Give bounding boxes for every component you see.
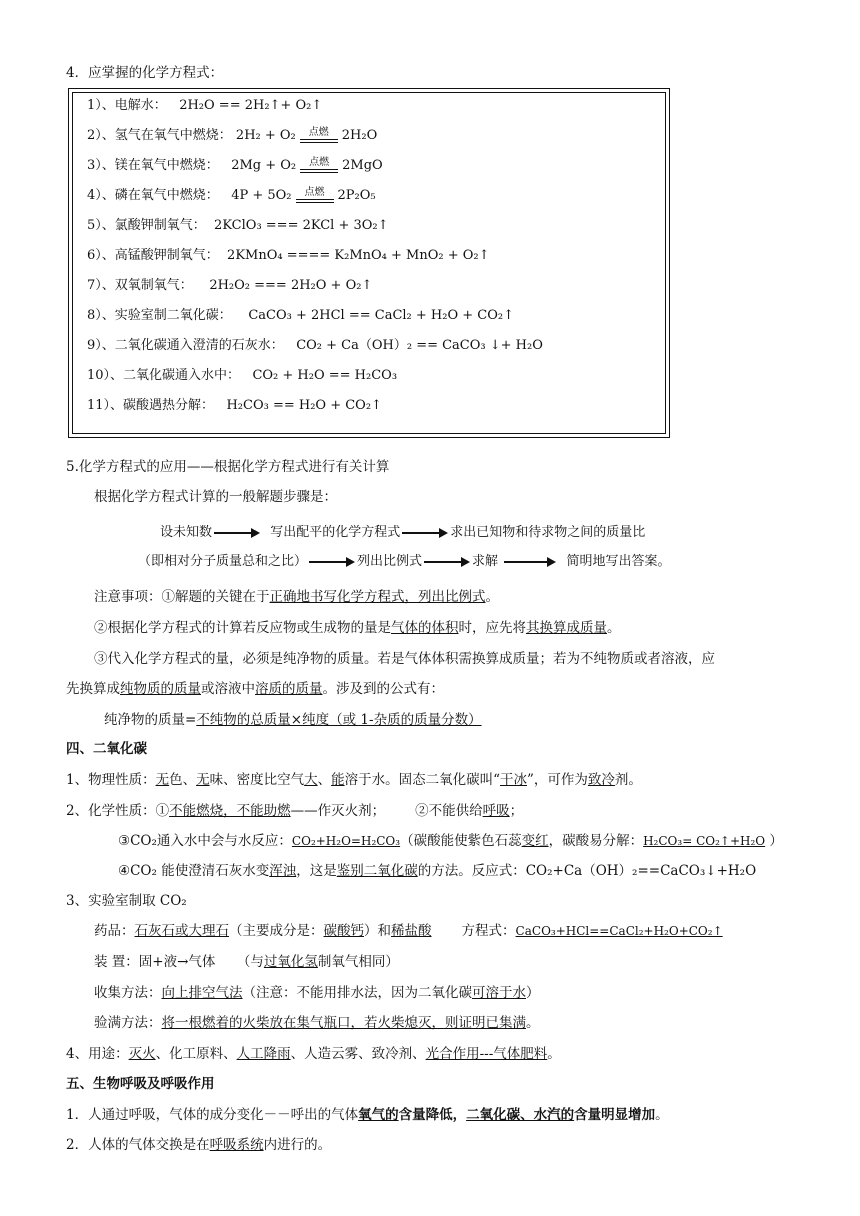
equation-3: 3）、镁在氧气中燃烧： 2Mg + O₂ 点燃 2MgO — [87, 157, 383, 173]
chemical-properties: 2、化学性质：①不能燃烧，不能助燃——作灭火剂； ②不能供给呼吸； — [66, 803, 524, 819]
note-3-line-1: ③代入化学方程式的量，必须是纯净物的质量。若是气体体积需换算成质量；若为不纯物质或者溶液，应 — [94, 651, 715, 667]
calc-intro: 根据化学方程式计算的一般解题步骤是： — [94, 489, 337, 505]
co2-limewater-test: ④CO₂ 能使澄清石灰水变浑浊，这是鉴别二氧化碳的方法。反应式：CO₂+Ca（OH）₂==CaCO₃↓+H₂O — [118, 863, 757, 879]
right-arrow-icon — [504, 557, 556, 567]
heading-respiration: 五、生物呼吸及呼吸作用 — [66, 1076, 215, 1092]
note-3-line-2: 先换算成纯物质的质量或溶液中溶质的质量。涉及到的公式有： — [66, 681, 444, 697]
full-test-method: 验满方法：将一根燃着的火柴放在集气瓶口，若火柴熄灭，则证明已集满。 — [94, 1015, 540, 1031]
equation-6: 6）、高锰酸钾制氧气： 2KMnO₄ ==== K₂MnO₄ + MnO₂ + O₂↑ — [87, 248, 490, 263]
section-title-equations: 4．应掌握的化学方程式： — [66, 65, 224, 81]
equation-2: 2）、氢气在氧气中燃烧： 2H₂ + O₂ 点燃 2H₂O — [87, 127, 378, 143]
physical-properties: 1、物理性质：无色、无味、密度比空气大、能溶于水。固态二氧化碳叫“干冰”，可作为致冷剂。 — [66, 772, 642, 788]
equation-4: 4）、磷在氧气中燃烧： 4P + 5O₂ 点燃 2P₂O₅ — [87, 187, 376, 203]
right-arrow-icon — [402, 528, 448, 538]
purity-formula: 纯净物的质量=不纯物的总质量×纯度（或 1-杂质的质量分数） — [104, 712, 482, 728]
equation-5: 5）、氯酸钾制氧气： 2KClO₃ === 2KCl + 3O₂↑ — [87, 218, 389, 233]
collection-method: 收集方法：向上排空气法（注意：不能用排水法，因为二氧化碳可溶于水） — [94, 985, 540, 1001]
co2-water-reaction: ③CO₂通入水中会与水反应：CO₂+H₂O=H₂CO₃（碳酸能使紫色石蕊变红，碳酸易分解：H₂CO₃= CO₂↑+H₂O ） — [118, 833, 783, 849]
respiration-point-2: 2．人体的气体交换是在呼吸系统内进行的。 — [66, 1137, 332, 1153]
equation-7: 7）、双氧制氧气： 2H₂O₂ === 2H₂O + O₂↑ — [87, 278, 373, 293]
steps-flow-row-2: （即相对分子质量总和之比） 列出比例式 求解 简明地写出答案。 — [138, 554, 671, 569]
equation-1: 1）、电解水： 2H₂O == 2H₂↑+ O₂↑ — [87, 98, 323, 113]
heading-carbon-dioxide: 四、二氧化碳 — [66, 741, 147, 757]
equation-9: 9）、二氧化碳通入澄清的石灰水： CO₂ + Ca（OH）₂ == CaCO₃ ↓+ H₂O — [87, 338, 543, 353]
equation-10: 10）、二氧化碳通入水中： CO₂ + H₂O == H₂CO₃ — [87, 368, 398, 383]
equation-11: 11）、碳酸遇热分解： H₂CO₃ == H₂O + CO₂↑ — [87, 398, 382, 413]
right-arrow-icon — [214, 528, 260, 538]
condition-mark: 点燃 — [300, 158, 338, 173]
equation-box — [68, 88, 670, 438]
lab-preparation-title: 3、实验室制取 CO₂ — [66, 893, 187, 909]
note-1: 注意事项：①解题的关键在于正确地书写化学方程式，列出比例式。 — [94, 589, 499, 605]
uses-line: 4、用途：灭火、化工原料、人工降雨、人造云雾、致冷剂、光合作用---气体肥料。 — [66, 1046, 561, 1062]
equation-8: 8）、实验室制二氧化碳： CaCO₃ + 2HCl == CaCl₂ + H₂O + CO₂↑ — [87, 308, 514, 323]
right-arrow-icon — [309, 557, 355, 567]
reagents-line: 药品：石灰石或大理石（主要成分是：碳酸钙）和稀盐酸 方程式：CaCO₃+HCl==CaCl₂+H₂O+CO₂↑ — [94, 923, 723, 939]
respiration-point-1: 1．人通过呼吸，气体的成分变化－－呼出的气体氧气的含量降低，二氧化碳、水汽的含量明显增加。 — [66, 1107, 669, 1123]
note-2: ②根据化学方程式的计算若反应物或生成物的量是气体的体积时，应先将其换算成质量。 — [94, 620, 621, 636]
steps-flow-row-1: 设未知数 写出配平的化学方程式 求出已知物和待求物之间的质量比 — [160, 525, 646, 540]
apparatus-line: 装 置：固+液→气体 （与过氧化氢制氧气相同） — [94, 954, 399, 970]
right-arrow-icon — [424, 557, 470, 567]
condition-mark: 点燃 — [296, 188, 334, 203]
condition-mark: 点燃 — [300, 128, 338, 143]
section-title-calculation: 5.化学方程式的应用——根据化学方程式进行有关计算 — [66, 459, 390, 475]
